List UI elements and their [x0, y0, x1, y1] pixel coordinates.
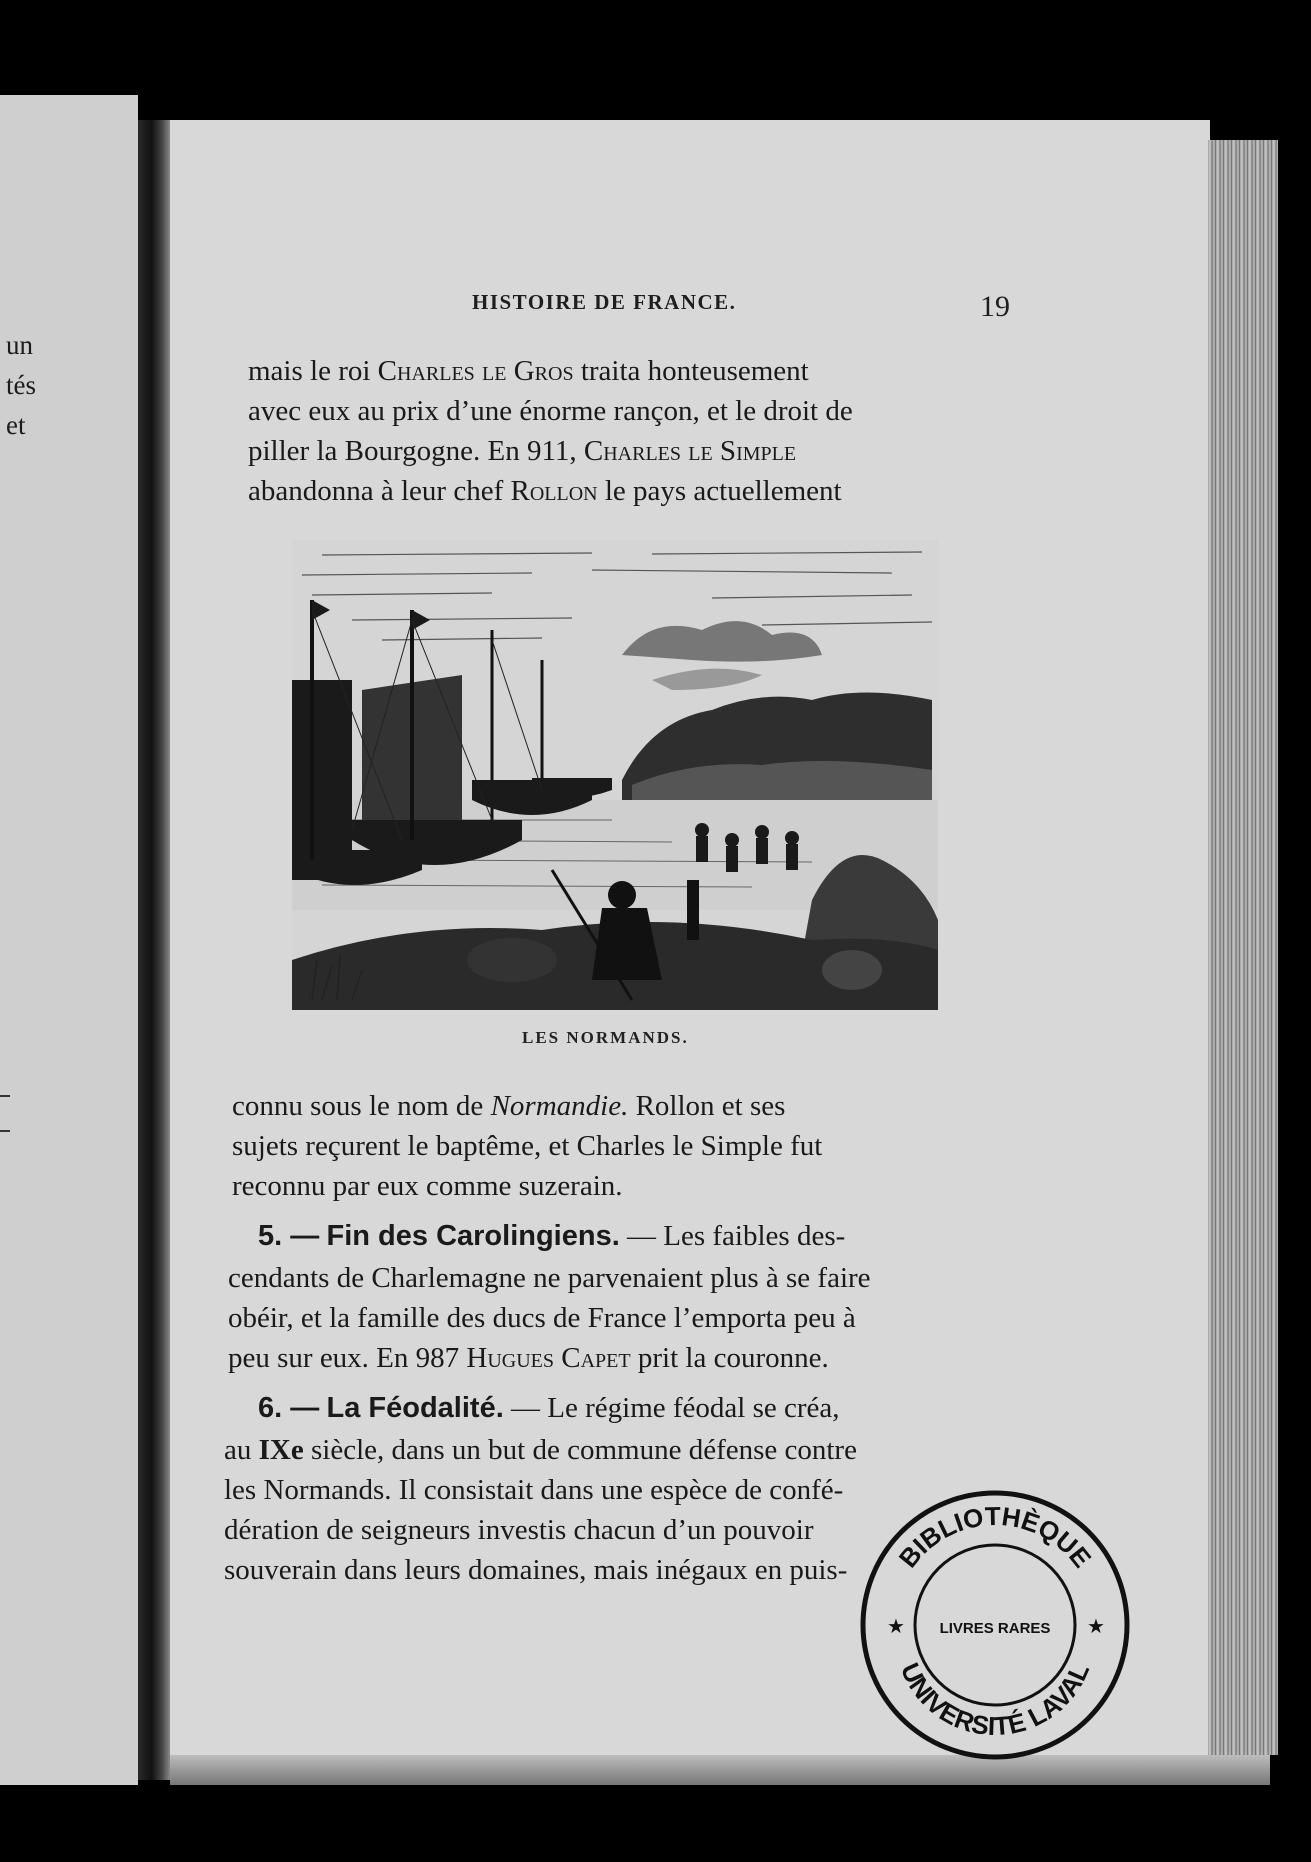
text-line: peu sur eux. En 987 Hugues Capet prit la couronne. — [228, 1342, 829, 1374]
running-head: HISTOIRE DE FRANCE. — [472, 290, 737, 314]
text-line: piller la Bourgogne. En 911, Charles le Simple — [248, 435, 797, 467]
stamp-top-text: BIBLIOTHÈQUE — [892, 1500, 1098, 1574]
svg-text:UNIVERSITÉ LAVAL — [895, 1658, 1095, 1741]
star-icon: ★ — [887, 1616, 905, 1638]
text-line: obéir, et la famille des ducs de France l’emporta peu à — [228, 1302, 856, 1334]
left-page-text: un — [6, 330, 33, 360]
section-number: 5. — — [258, 1220, 320, 1252]
section-5-heading-line: 5. — Fin des Carolingiens. — Les faibles des- — [258, 1220, 846, 1252]
text-line: dération de seigneurs investis chacun d’un pouvoir — [224, 1514, 814, 1546]
place-name: Normandie. — [490, 1090, 629, 1122]
text-line: les Normands. Il consistait dans une espèce de confé- — [224, 1474, 844, 1506]
page-edges — [1208, 140, 1278, 1755]
left-page-text: tés — [6, 370, 36, 400]
text-line: connu sous le nom de Normandie. Rollon et ses — [232, 1090, 786, 1122]
text-line: abandonna à leur chef Rollon le pays actuellement — [248, 475, 842, 507]
person-name: Charles le Gros — [377, 355, 574, 387]
person-name: Hugues Capet — [466, 1342, 631, 1374]
page-number: 19 — [980, 290, 1010, 323]
left-page-text: et — [6, 410, 26, 440]
century-numeral: IXe — [258, 1434, 304, 1466]
section-title: La Féodalité. — [326, 1392, 504, 1424]
text-line: reconnu par eux comme suzerain. — [232, 1170, 623, 1202]
person-name: Rollon — [510, 475, 598, 507]
left-page-fragment — [0, 95, 138, 1785]
text-line: avec eux au prix d’une énorme rançon, et le droit de — [248, 395, 853, 427]
figure-caption: LES NORMANDS. — [522, 1028, 689, 1047]
text-line: au IXe siècle, dans un but de commune défense contre — [224, 1434, 857, 1466]
left-page-dash — [0, 1130, 10, 1132]
section-6-heading-line: 6. — La Féodalité. — Le régime féodal se créa, — [258, 1392, 840, 1424]
section-number: 6. — — [258, 1392, 320, 1424]
text-line: sujets reçurent le baptême, et Charles le Simple fut — [232, 1130, 823, 1162]
section-title: Fin des Carolingiens. — [326, 1220, 620, 1252]
library-stamp — [855, 1485, 1135, 1765]
stamp-bottom-text: UNIVERSITÉ LAVAL — [894, 1658, 1096, 1742]
book-gutter — [138, 120, 172, 1780]
person-name: Charles le Simple — [583, 435, 797, 467]
text-line: souverain dans leurs domaines, mais inégaux en puis- — [224, 1554, 848, 1586]
normans-engraving — [292, 540, 938, 1010]
stamp-middle-text: LIVRES RARES — [939, 1620, 1051, 1637]
text-line: mais le roi Charles le Gros traita honteusement — [248, 355, 809, 387]
star-icon: ★ — [1087, 1616, 1105, 1638]
left-page-dash — [0, 1095, 10, 1097]
text-line: cendants de Charlemagne ne parvenaient plus à se faire — [228, 1262, 871, 1294]
